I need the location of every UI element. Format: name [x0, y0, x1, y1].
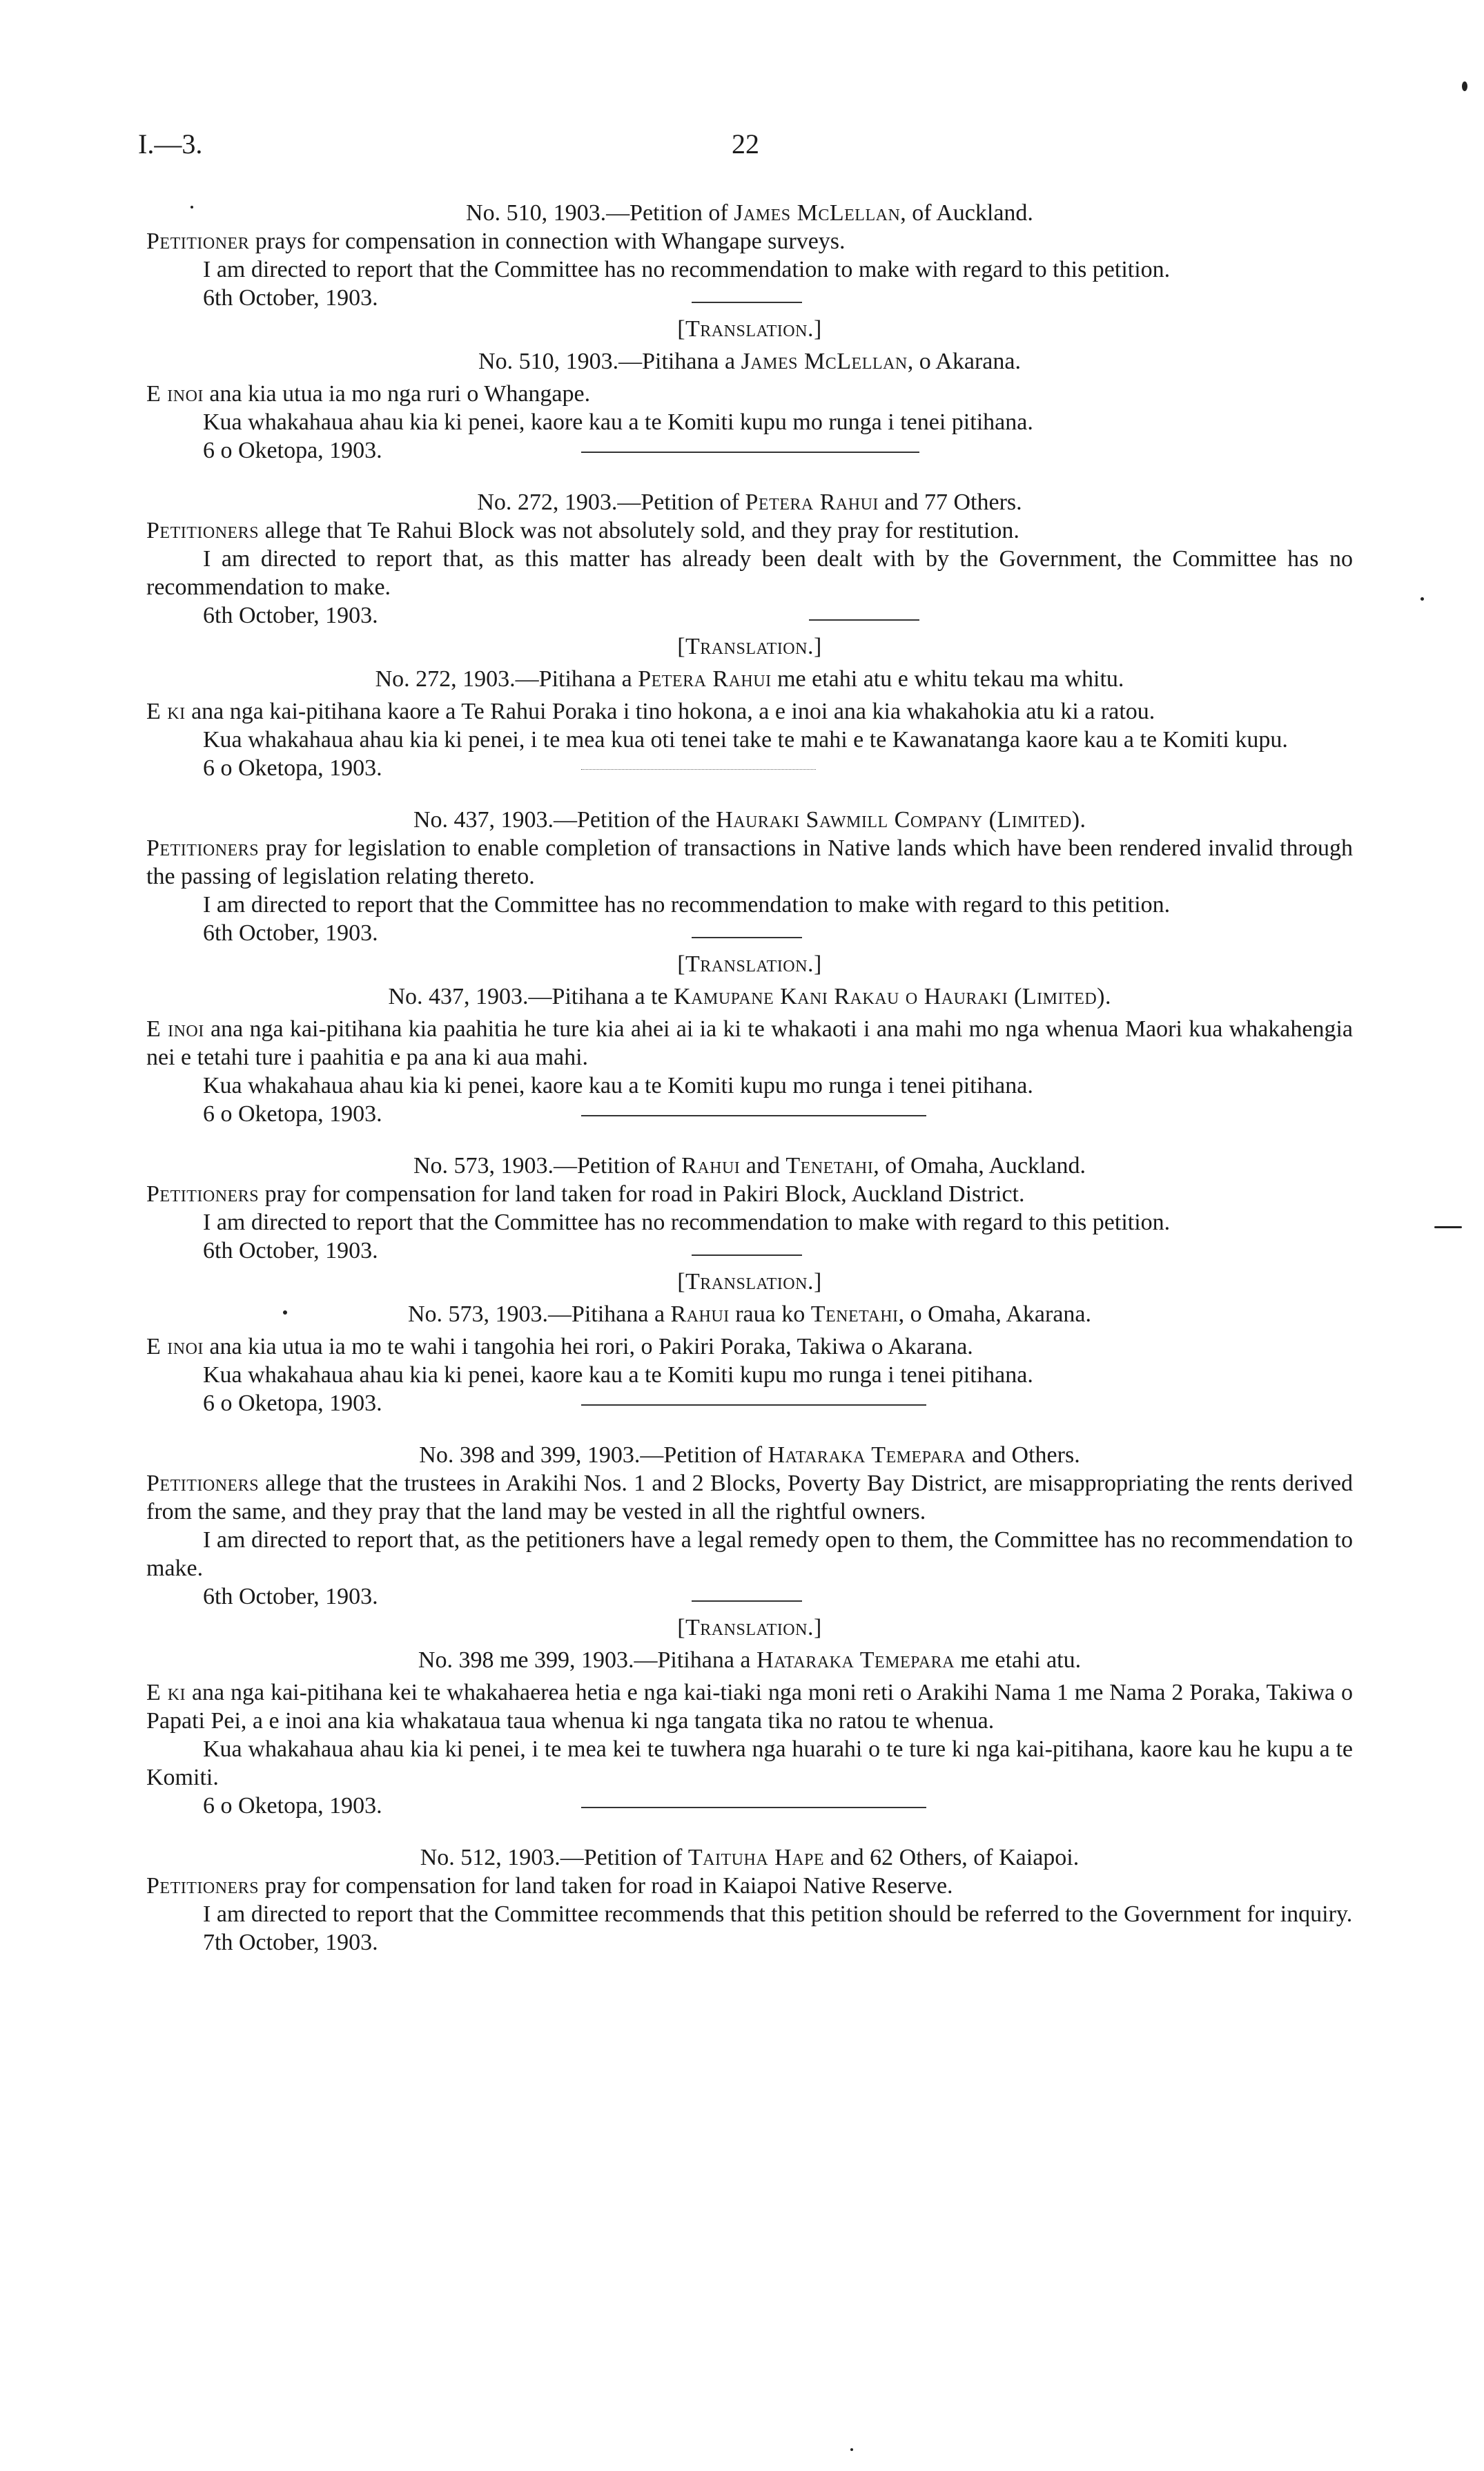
short-rule	[692, 302, 802, 303]
petition-opening: Petitioners pray for legislation to enable completion of transactions in Native lands which have been rendered invalid through the passing of legislation relating thereto.	[146, 835, 1353, 889]
committee-report: I am directed to report that, as this matter has already been dealt with by the Government, the Committee has no recommendation to make.	[146, 546, 1353, 600]
translation-report: Kua whakahaua ahau kia ki penei, kaore kau a te Komiti kupu mo runga i tenei pitihana.	[203, 1073, 1033, 1098]
committee-report: I am directed to report that the Committee has no recommendation to make with regard to this petition.	[203, 892, 1171, 918]
petition-entry	[146, 488, 1353, 782]
translation-report: Kua whakahaua ahau kia ki penei, kaore kau a te Komiti kupu mo runga i tenei pitihana.	[203, 409, 1033, 435]
translation-opening: E ki ana nga kai-pitihana kei te whakahaerea hetia e nga kai-tiaki nga moni reti o Arakihi Nama 1 me Nama 2 Poraka, Takiwa o Papati Pei, a e inoi ana kia whakatauа taua whenua ki nga tangata tika no ratou te whenua.	[146, 1680, 1354, 1734]
section-divider	[581, 1115, 926, 1116]
petition-entry	[146, 1843, 1353, 1957]
petition-entry	[146, 1152, 1353, 1417]
page-number: 22	[732, 128, 759, 159]
petitions-body	[146, 199, 1353, 1957]
translation-date: 6 o Oketopa, 1903.	[146, 754, 1353, 782]
report-date: 6th October, 1903.	[146, 1582, 1353, 1611]
margin-mark	[1434, 1226, 1462, 1228]
translation-title: No. 437, 1903.—Pitihana a te Kamupane Kani Rakau o Hauraki (Limited).	[388, 984, 1111, 1009]
petition-opening: Petitioners allege that the trustees in Arakihi Nos. 1 and 2 Blocks, Poverty Bay District, are misappropriating the rents derived from the same, and they pray that the land may be vested in all the rightful owners.	[146, 1471, 1353, 1524]
report-date: 6th October, 1903.	[146, 1237, 1353, 1265]
petition-entry	[146, 199, 1353, 465]
short-rule	[692, 937, 802, 938]
petition-title: No. 573, 1903.—Petition of Rahui and Tenetahi, of Omaha, Auckland.	[413, 1153, 1086, 1179]
translation-label: [Translation.]	[677, 951, 822, 977]
translation-date: 6 o Oketopa, 1903.	[146, 1389, 1353, 1417]
translation-label: [Translation.]	[677, 1269, 822, 1295]
running-header	[0, 128, 1484, 169]
scan-speck	[1462, 81, 1467, 91]
scan-speck	[1420, 597, 1424, 601]
translation-title: No. 510, 1903.—Pitihana a James McLellan, o Akarana.	[478, 349, 1021, 374]
petition-entry	[146, 1441, 1353, 1820]
section-divider	[581, 1807, 926, 1808]
committee-report: I am directed to report that the Committee recommends that this petition should be referred to the Government for inquiry.	[203, 1901, 1353, 1927]
petition-title: No. 437, 1903.—Petition of the Hauraki Sawmill Company (Limited).	[413, 807, 1086, 833]
translation-opening: E inoi ana kia utua ia mo te wahi i tangohia hei rori, o Pakiri Poraka, Takiwa o Akarana.	[146, 1334, 973, 1359]
short-rule	[692, 1254, 802, 1256]
committee-report: I am directed to report that the Committee has no recommendation to make with regard to this petition.	[203, 257, 1171, 282]
translation-report: Kua whakahaua ahau kia ki penei, i te mea kei te tuwhera nga huarahi o te ture ki nga kai-pitihana, kaore kau he kupu a te Komiti.	[146, 1736, 1353, 1790]
translation-report: Kua whakahaua ahau kia ki penei, kaore kau a te Komiti kupu mo runga i tenei pitihana.	[203, 1362, 1033, 1388]
petition-entry	[146, 806, 1353, 1128]
petition-opening: Petitioners pray for compensation for land taken for road in Kaiapoi Native Reserve.	[146, 1873, 953, 1899]
translation-title: No. 272, 1903.—Pitihana a Petera Rahui me etahi atu e whitu tekau ma whitu.	[375, 666, 1124, 692]
report-date: 6th October, 1903.	[146, 601, 1353, 630]
report-date: 7th October, 1903.	[203, 1930, 378, 1955]
short-rule	[692, 1600, 802, 1602]
petition-title: No. 398 and 399, 1903.—Petition of Hataraka Temepara and Others.	[419, 1442, 1080, 1468]
scan-speck	[850, 2448, 853, 2451]
committee-report: I am directed to report that the Committee has no recommendation to make with regard to this petition.	[203, 1210, 1171, 1235]
short-rule	[809, 619, 919, 621]
section-divider	[581, 452, 919, 453]
document-reference: I.—3.	[138, 128, 203, 159]
report-date: 6th October, 1903.	[146, 284, 1353, 312]
petition-title: No. 512, 1903.—Petition of Taituha Hape and 62 Others, of Kaiapoi.	[420, 1845, 1080, 1870]
section-divider	[581, 769, 816, 770]
translation-label: [Translation.]	[677, 316, 822, 342]
petition-opening: Petitioners allege that Te Rahui Block was not absolutely sold, and they pray for restitution.	[146, 518, 1019, 543]
translation-label: [Translation.]	[677, 634, 822, 659]
scan-speck	[191, 206, 193, 209]
report-date: 6th October, 1903.	[146, 919, 1353, 947]
petition-title: No. 272, 1903.—Petition of Petera Rahui and 77 Others.	[477, 490, 1022, 515]
translation-title: No. 573, 1903.—Pitihana a Rahui raua ko Tenetahi, o Omaha, Akarana.	[407, 1301, 1092, 1327]
translation-opening: E inoi ana nga kai-pitihana kia paahitia he ture kia ahei ai ia ki te whakaoti i ana mahi mo nga whenua Maori kua whakahengia nei e tetahi ture i paahitia e pa ana ki aua mahi.	[146, 1016, 1353, 1070]
translation-title: No. 398 me 399, 1903.—Pitihana a Hataraka Temepara me etahi atu.	[418, 1647, 1082, 1673]
committee-report: I am directed to report that, as the petitioners have a legal remedy open to them, the Committee has no recommendation to make.	[146, 1527, 1353, 1581]
translation-date: 6 o Oketopa, 1903.	[146, 1792, 1353, 1820]
translation-label: [Translation.]	[677, 1615, 822, 1640]
section-divider	[581, 1404, 926, 1406]
translation-date: 6 o Oketopa, 1903.	[146, 1100, 1353, 1128]
translation-report: Kua whakahaua ahau kia ki penei, i te mea kua oti tenei take te mahi e te Kawanatanga kaore kau a te Komiti kupu.	[203, 727, 1288, 753]
scan-speck	[283, 1310, 287, 1315]
translation-date: 6 o Oketopa, 1903.	[146, 436, 1353, 465]
petition-opening: Petitioners pray for compensation for land taken for road in Pakiri Block, Auckland District.	[146, 1181, 1025, 1207]
petition-title: No. 510, 1903.—Petition of James McLellan, of Auckland.	[466, 200, 1033, 226]
petition-opening: Petitioner prays for compensation in connection with Whangape surveys.	[146, 229, 846, 254]
translation-opening: E inoi ana kia utua ia mo nga ruri o Whangape.	[146, 381, 591, 407]
translation-opening: E ki ana nga kai-pitihana kaore a Te Rahui Poraka i tino hokona, a e inoi ana kia whakahokia atu ki a ratou.	[146, 699, 1155, 724]
